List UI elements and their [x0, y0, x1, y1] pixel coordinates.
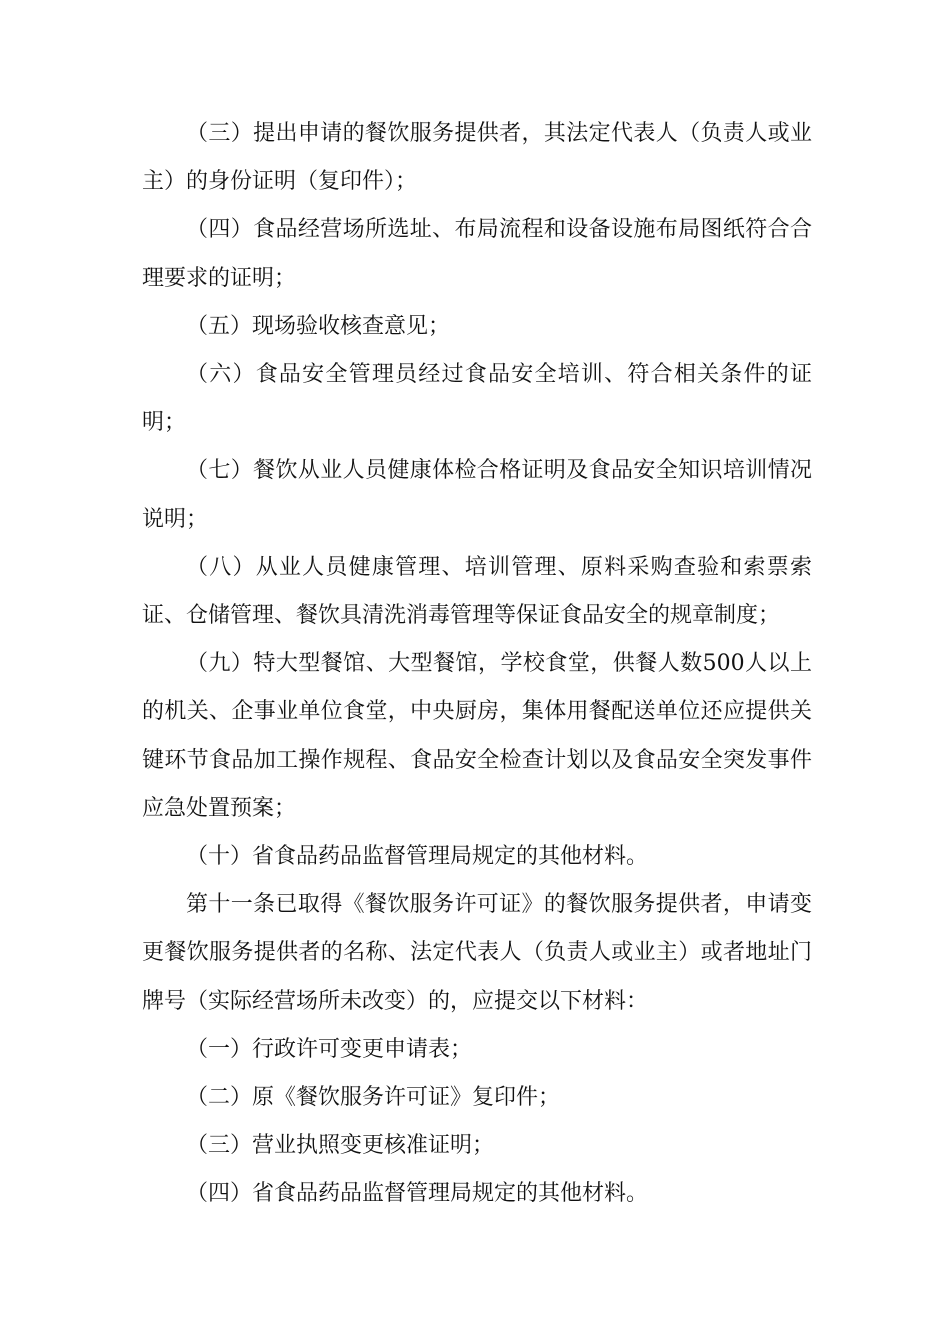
article-11: 第十一条已取得《餐饮服务许可证》的餐饮服务提供者，申请变更餐饮服务提供者的名称、法定代表人（负责人或业主）或者地址门牌号（实际经营场所未改变）的，应提交以下材料：: [142, 892, 812, 1014]
paragraph-item-10: （十）省食品药品监督管理局规定的其他材料。: [186, 844, 649, 870]
article-11-item-4: （四）省食品药品监督管理局规定的其他材料。: [186, 1181, 649, 1207]
paragraph-item-8: （八）从业人员健康管理、培训管理、原料采购查验和索票索证、仓储管理、餐饮具清洗消毒管理等保证食品安全的规章制度；: [142, 554, 812, 629]
article-11-item-2: （二）原《餐饮服务许可证》复印件；: [186, 1085, 561, 1111]
paragraph-item-5: （五）现场验收核查意见；: [186, 313, 451, 339]
article-11-item-1: （一）行政许可变更申请表；: [186, 1036, 473, 1062]
paragraph-item-9: （九）特大型餐馆、大型餐馆，学校食堂，供餐人数500人以上的机关、企事业单位食堂，中央厨房，集体用餐配送单位还应提供关键环节食品加工操作规程、食品安全检查计划以及食品安全突发事件应急处置预案；: [142, 651, 812, 821]
article-11-item-3: （三）营业执照变更核准证明；: [186, 1133, 495, 1159]
paragraph-item-3: （三）提出申请的餐饮服务提供者，其法定代表人（负责人或业主）的身份证明（复印件）；: [142, 121, 812, 195]
document-body: [142, 110, 812, 1219]
paragraph-item-6: （六）食品安全管理员经过食品安全培训、符合相关条件的证明；: [142, 362, 812, 436]
paragraph-item-7: （七）餐饮从业人员健康体检合格证明及食品安全知识培训情况说明；: [142, 458, 812, 532]
paragraph-item-4: （四）食品经营场所选址、布局流程和设备设施布局图纸符合合理要求的证明；: [142, 217, 812, 291]
